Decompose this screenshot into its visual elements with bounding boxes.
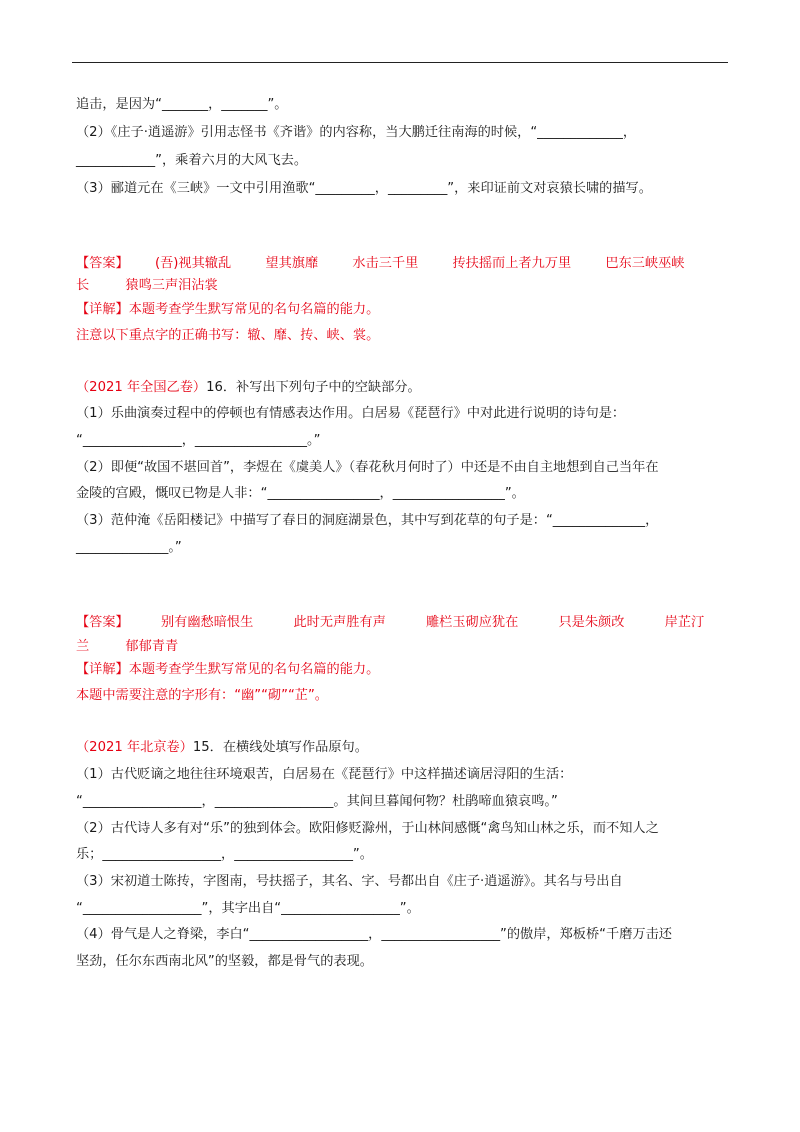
- text-line: （2）即便“故国不堪回首”，李煜在《虞美人》（春花秋月何时了）中还是不由自主地想到自己当年在: [76, 460, 659, 475]
- text-line: （3）范仲淹《岳阳楼记》中描写了春日的洞庭湖景色，其中写到花草的句子是：“______________，: [76, 513, 659, 528]
- text-line: （3）郦道元在《三峡》一文中引用渔歌“_________，_________”，来印证前文对哀猿长啸的描写。: [76, 181, 652, 196]
- answer-item: 别有幽愁暗恨生: [160, 615, 254, 630]
- text-line: “__________________”，其字出自“__________________”。: [76, 901, 420, 916]
- text-line: “__________________，__________________。其间旦暮闻何物？杜鹃啼血猿哀鸣。”: [76, 794, 558, 809]
- answer-item: 只是朱颜改: [558, 615, 625, 630]
- text-line: 坚劲，任尔东西南北风”的坚毅，都是骨气的表现。: [76, 954, 373, 969]
- answer-item: 雕栏玉砌应犹在: [425, 615, 519, 630]
- header-rule: [72, 62, 728, 63]
- answer-item: 水击三千里: [352, 256, 419, 271]
- text-line: 乐；__________________，__________________”。: [76, 847, 373, 862]
- answer-item: 巴东三峡巫峡: [605, 256, 685, 271]
- text-line: （1）古代贬谪之地往往环境艰苦，白居易在《琵琶行》中这样描述谪居浔阳的生活：: [76, 767, 573, 782]
- answer-line: [76, 614, 704, 632]
- text-line: ______________。”: [76, 540, 182, 555]
- text-line: （2）古代诗人多有对“乐”的独到体会。欧阳修贬滁州，于山林间感慨“禽鸟知山林之乐，而不知人之: [76, 821, 659, 836]
- detail-line: 【详解】本题考查学生默写常见的名句名篇的能力。: [76, 302, 380, 317]
- text-line: （4）骨气是人之脊梁，李白“__________________，__________________”的傲岸，郑板桥“千磨万击还: [76, 927, 672, 942]
- answer-label: 【答案】: [76, 615, 129, 630]
- answer-item: 长: [76, 278, 90, 293]
- answer-item: 抟扶摇而上者九万里: [452, 256, 572, 271]
- question-title: 16．补写出下列句子中的空缺部分。: [206, 380, 421, 395]
- answer-item: 猿鸣三声泪沾裳: [125, 278, 218, 293]
- question-source: （2021 年全国乙卷）: [76, 380, 207, 395]
- answer-label: 【答案】: [76, 256, 129, 271]
- answer-line: [76, 255, 685, 273]
- answer-item: 兰: [76, 639, 90, 654]
- text-line: （1）乐曲演奏过程中的停顿也有情感表达作用。白居易《琵琶行》中对此进行说明的诗句是：: [76, 406, 626, 421]
- question-title: 15．在横线处填写作品原句。: [192, 740, 368, 755]
- answer-line: [76, 638, 178, 656]
- text-line: ____________”，乘着六月的大风飞去。: [76, 153, 308, 168]
- text-line: “_______________，_________________。”: [76, 433, 321, 448]
- question-source: （2021 年北京卷）: [76, 740, 193, 755]
- question-heading: [76, 739, 368, 757]
- answer-item: 岸芷汀: [664, 615, 705, 630]
- text-line: 追击，是因为“_______，_______”。: [76, 97, 288, 112]
- text-line: （3）宋初道士陈抟，字图南，号扶摇子，其名、字、号都出自《庄子·逍遥游》。其名与号出自: [76, 874, 623, 889]
- detail-line: 【详解】本题考查学生默写常见的名句名篇的能力。: [76, 662, 380, 677]
- answer-item: (吾)视其辙乱: [154, 256, 232, 271]
- answer-line: [76, 277, 218, 295]
- text-line: （2）《庄子·逍遥游》引用志怪书《齐谐》的内容称，当大鹏迁往南海的时候，“_____________，: [76, 125, 637, 140]
- answer-item: 郁郁青青: [125, 639, 179, 654]
- text-line: 金陵的宫殿，慨叹已物是人非：“_________________，_________________”。: [76, 486, 525, 501]
- note-line: 注意以下重点字的正确书写：辙、靡、抟、峡、裳。: [76, 328, 380, 343]
- answer-item: 此时无声胜有声: [293, 615, 386, 630]
- answer-item: 望其旗靡: [265, 256, 319, 271]
- question-heading: [76, 379, 421, 397]
- note-line: 本题中需要注意的字形有：“幽”“砌”“芷”。: [76, 688, 328, 703]
